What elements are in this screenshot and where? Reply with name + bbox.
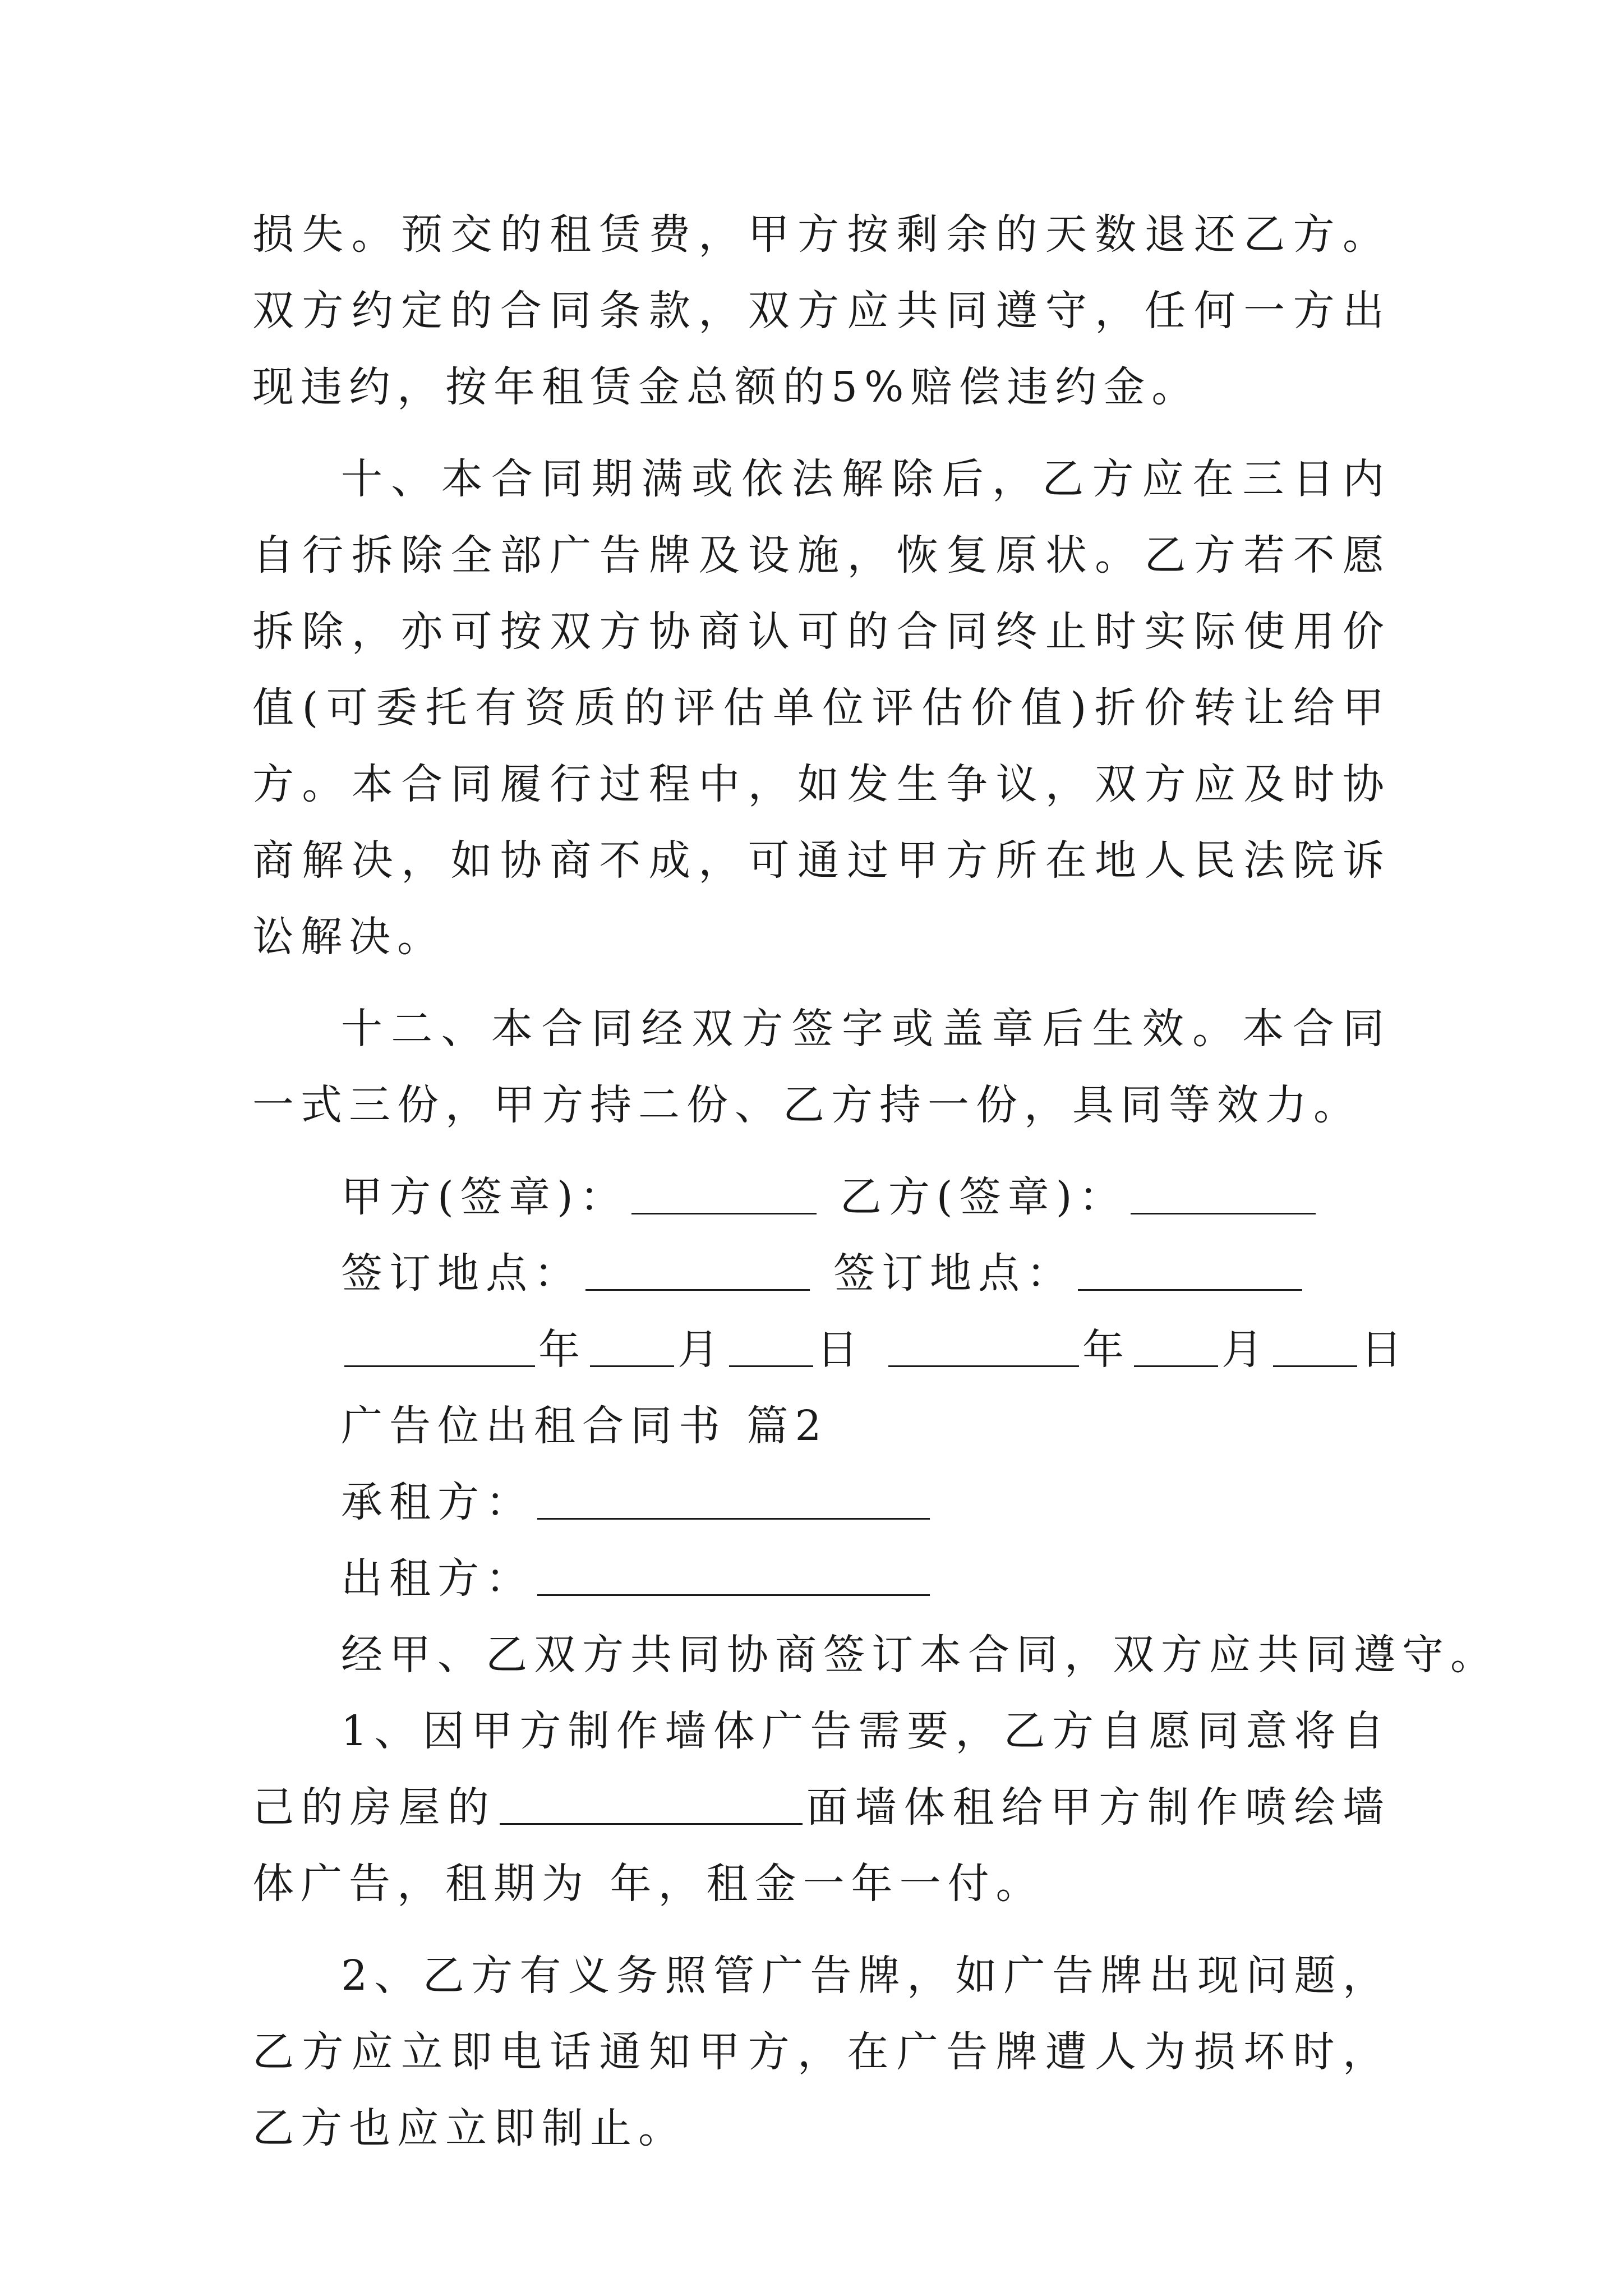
signature-row (341, 1159, 1391, 1235)
year-a-blank[interactable] (344, 1324, 535, 1367)
day-a-blank[interactable] (729, 1324, 813, 1367)
lessor-label: 出租方： (341, 1554, 534, 1603)
month-b-blank[interactable] (1134, 1324, 1218, 1367)
paragraph-penalty: 损失。预交的租赁费，甲方按剩余的天数退还乙方。双方约定的合同条款，双方应共同遵守，任何一方出现违约，按年租赁金总额的5%赔偿违约金。 (252, 210, 1391, 411)
day-a-label: 日 (817, 1326, 865, 1374)
lessee-row (341, 1464, 1391, 1540)
year-b-label: 年 (1082, 1326, 1131, 1374)
year-a-label: 年 (538, 1326, 587, 1374)
year-b-blank[interactable] (888, 1324, 1079, 1367)
lessee-label: 承租方： (341, 1478, 534, 1526)
month-a-blank[interactable] (590, 1324, 674, 1367)
clause-1 (252, 1693, 1391, 1922)
place-b-blank[interactable] (1078, 1248, 1302, 1291)
signing-place-row (341, 1235, 1391, 1312)
wall-direction-blank[interactable] (500, 1782, 803, 1825)
clause-1-text-before: 1、因甲方制作墙体广告需要，乙方自愿同意将自己的房屋的 (252, 1707, 1391, 1832)
party-b-seal-label: 乙方(签章)： (840, 1173, 1127, 1221)
day-b-label: 日 (1361, 1326, 1409, 1374)
day-b-blank[interactable] (1273, 1324, 1357, 1367)
clause-1-text-after: 面墙体租给甲方制作喷绘墙体广告，租期为 年，租金一年一付。 (252, 1783, 1391, 1908)
paragraph-clause-12: 十二、本合同经双方签字或盖章后生效。本合同一式三份，甲方持二份、乙方持一份，具同等效力。 (252, 1005, 1391, 1129)
clause-2: 2、乙方有义务照管广告牌，如广告牌出现问题，乙方应立即电话通知甲方，在广告牌遭人为损坏时，乙方也应立即制止。 (252, 1952, 1391, 2152)
paragraph-clause-10: 十、本合同期满或依法解除后，乙方应在三日内自行拆除全部广告牌及设施，恢复原状。乙方若不愿拆除，亦可按双方协商认可的合同终止时实际使用价值(可委托有资质的评估单位评估价值)折价转让给甲方。本合同履行过程中，如发生争议，双方应及时协商解决，如协商不成，可通过甲方所在地人民法院诉讼解决。 (252, 455, 1391, 961)
place-b-label: 签订地点： (833, 1249, 1075, 1297)
party-a-seal-blank[interactable] (631, 1171, 817, 1214)
place-a-blank[interactable] (585, 1248, 810, 1291)
month-b-label: 月 (1221, 1326, 1270, 1374)
place-a-label: 签订地点： (341, 1249, 582, 1297)
party-a-seal-label: 甲方(签章)： (341, 1173, 628, 1221)
lessor-blank[interactable] (537, 1553, 930, 1596)
month-a-label: 月 (677, 1326, 726, 1374)
date-row (341, 1312, 1409, 1388)
lessor-row (341, 1540, 1391, 1617)
section-2-title: 广告位出租合同书 篇2 (341, 1402, 828, 1450)
section-2-intro: 经甲、乙双方共同协商签订本合同，双方应共同遵守。 (341, 1631, 1498, 1679)
lessee-blank[interactable] (537, 1476, 930, 1520)
party-b-seal-blank[interactable] (1131, 1171, 1316, 1214)
document-page (252, 196, 1498, 2182)
